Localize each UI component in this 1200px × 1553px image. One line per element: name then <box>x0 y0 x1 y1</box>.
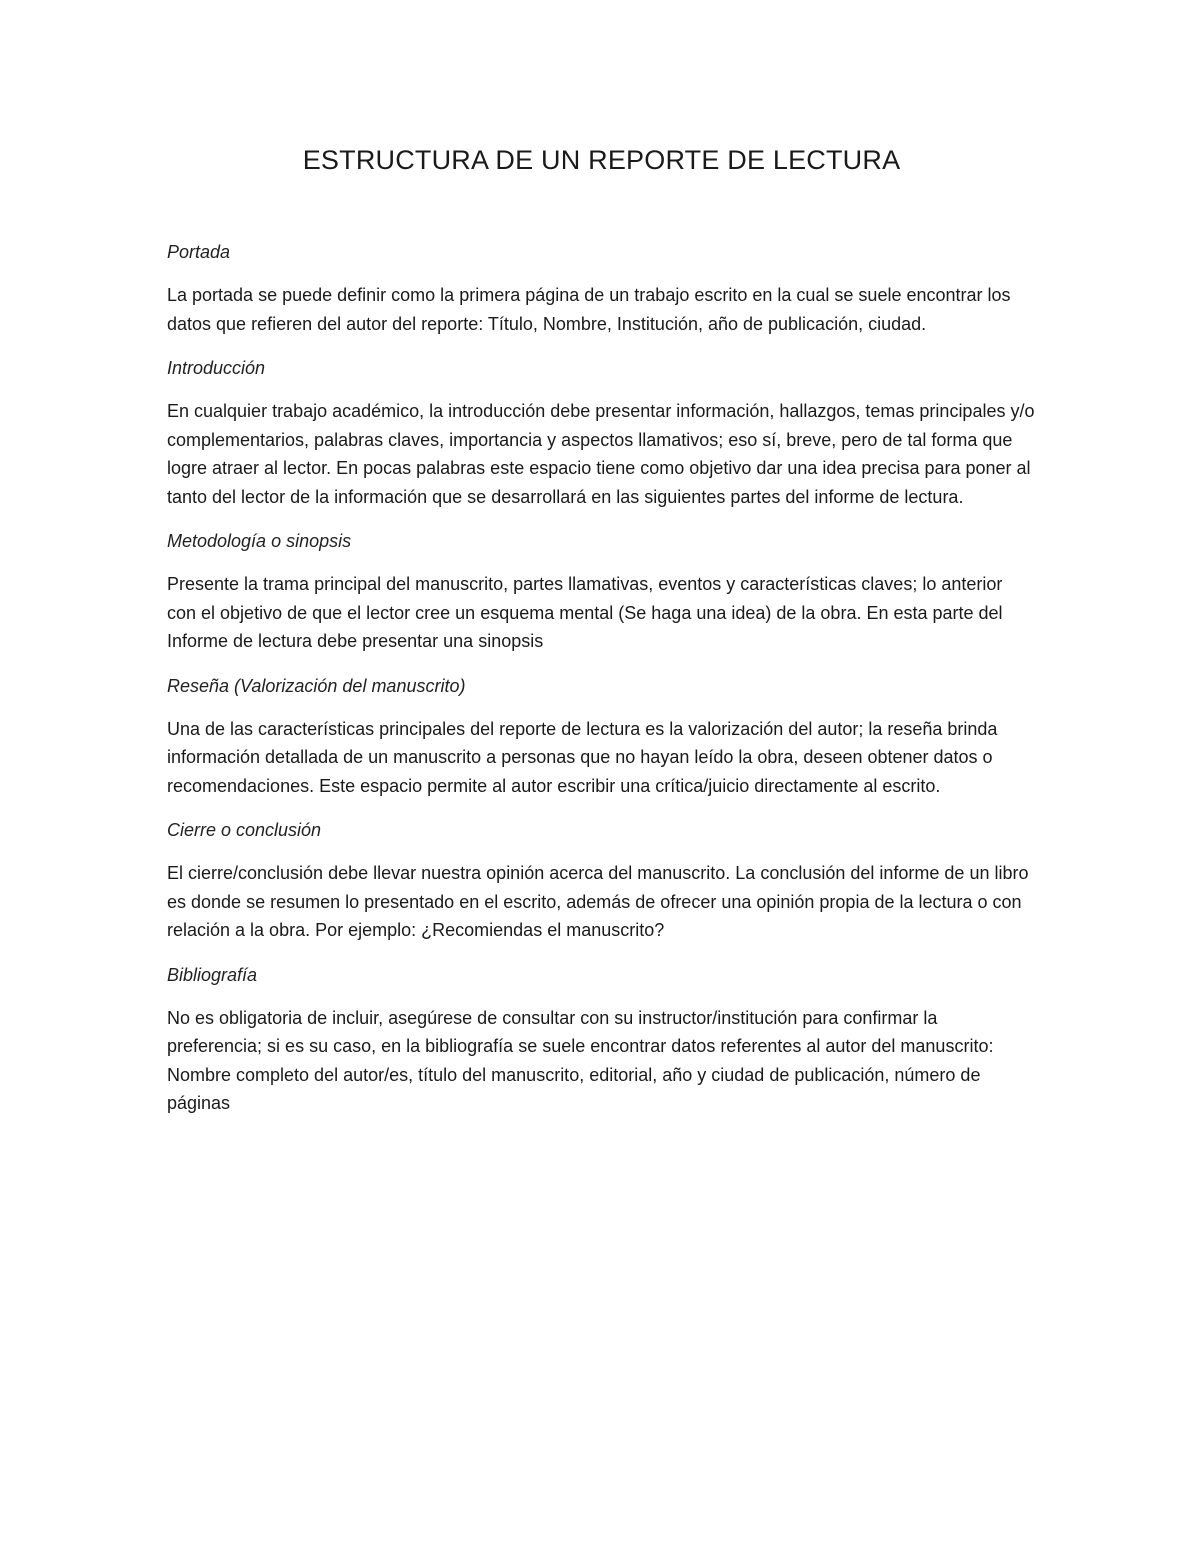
section-cierre <box>167 816 1036 945</box>
section-metodologia <box>167 527 1036 656</box>
section-heading: Introducción <box>167 358 266 378</box>
section-heading: Metodología o sinopsis <box>167 531 352 551</box>
section-bibliografia <box>167 961 1036 1118</box>
section-heading: Reseña (Valorización del manuscrito) <box>167 675 466 696</box>
section-heading: Bibliografía <box>167 964 258 985</box>
section-body: En cualquier trabajo académico, la introducción debe presentar información, hallazgos, temas principales y/o complementarios, palabras claves, importancia y aspectos llamativos; eso sí, breve, pero de tal forma que logre atraer al lector. En pocas palabras este espacio tiene como objetivo dar una idea precisa para poner al tanto del lector de la información que se desarrollará en las siguientes partes del informe de lectura. <box>167 401 1035 507</box>
section-heading: Portada <box>167 242 231 262</box>
section-body: Presente la trama principal del manuscrito, partes llamativas, eventos y características claves; lo anterior con el objetivo de que el lector cree un esquema mental (Se haga una idea) de la obra. En esta parte del Informe de lectura debe presentar una sinopsis <box>167 574 1003 651</box>
document-title: ESTRUCTURA DE UN REPORTE DE LECTURA <box>302 145 901 175</box>
section-body: Una de las características principales del reporte de lectura es la valorización del autor; la reseña brinda información detallada de un manuscrito a personas que no hayan leído la obra, deseen obtener datos o recomendaciones. Este espacio permite al autor escribir una crítica/juicio directamente al escrito. <box>167 718 998 796</box>
document-sections <box>167 238 1036 1118</box>
section-resena <box>167 672 1036 801</box>
section-heading: Cierre o conclusión <box>167 820 322 840</box>
section-body: La portada se puede definir como la primera página de un trabajo escrito en la cual se suele encontrar los datos que refieren del autor del reporte: Título, Nombre, Institución, año de publicación, ciudad. <box>167 285 1011 334</box>
section-body: No es obligatoria de incluir, asegúrese de consultar con su instructor/institución para confirmar la preferencia; si es su caso, en la bibliografía se suele encontrar datos referentes al autor del manuscrito: Nombre completo del autor/es, título del manuscrito, editorial, año y ciudad de publicación, número de páginas <box>167 1007 994 1113</box>
section-body: El cierre/conclusión debe llevar nuestra opinión acerca del manuscrito. La conclusión del informe de un libro es donde se resumen lo presentado en el escrito, además de ofrecer una opinión propia de la lectura o con relación a la obra. Por ejemplo: ¿Recomiendas el manuscrito? <box>167 863 1029 940</box>
section-portada <box>167 238 1036 338</box>
section-introduccion <box>167 354 1036 511</box>
